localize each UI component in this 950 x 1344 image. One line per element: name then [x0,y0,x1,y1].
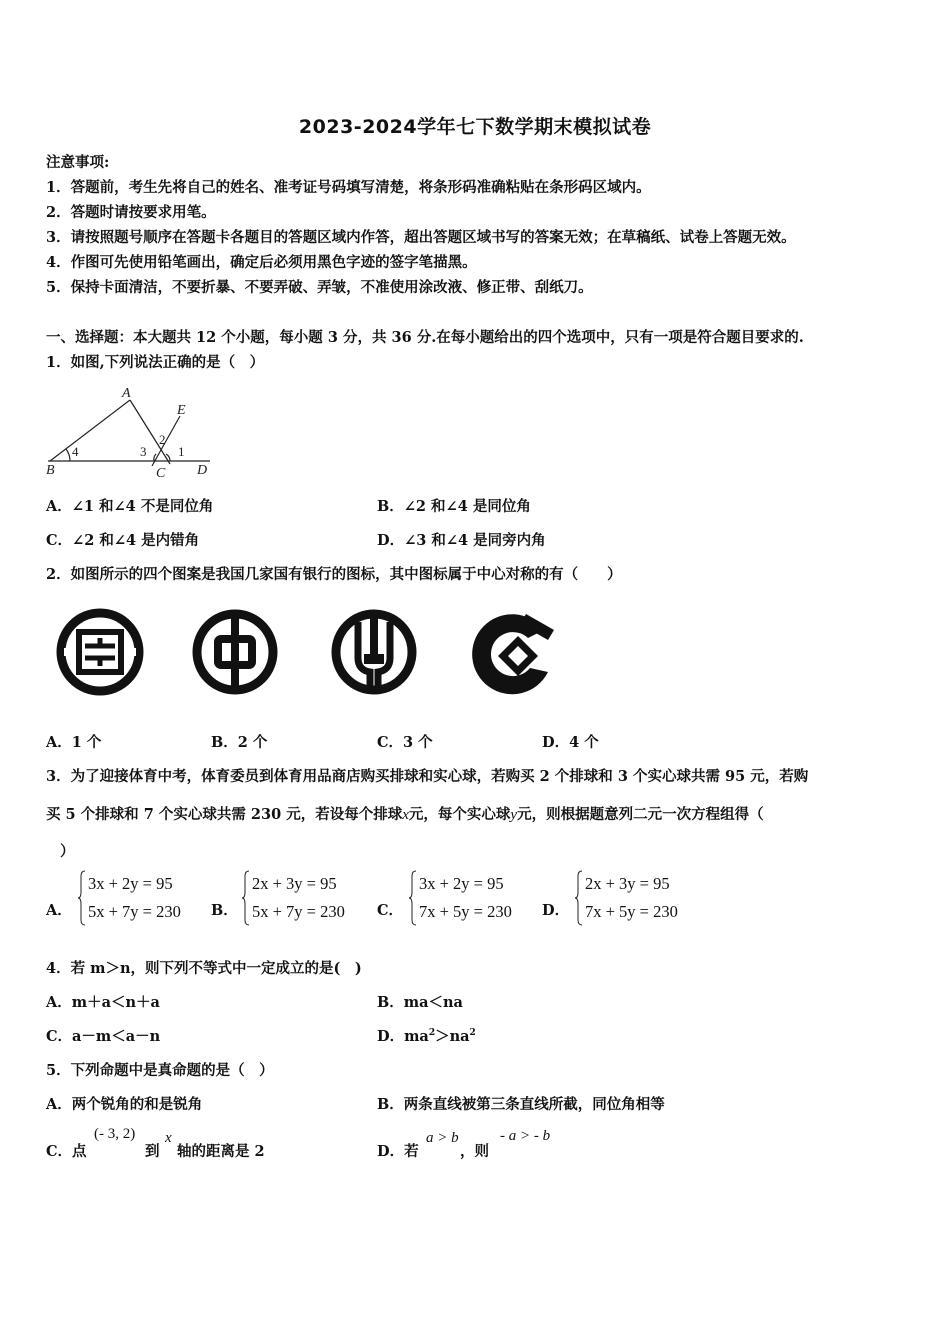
q4-d-pre: D．ma [377,1028,429,1045]
q1-option-c: C．∠2 和∠4 是内错角 [46,532,200,549]
q5-option-a: A．两个锐角的和是锐角 [46,1096,203,1113]
q3-var-y: y [510,807,518,823]
line-ba [50,400,130,461]
notice-item-4: 4．作图可先使用铅笔画出，确定后必须用黑色字迹的签字笔描黑。 [46,254,477,271]
q3-stem-line3: ） [60,843,75,860]
left-brace-icon [575,870,583,926]
q4-option-a: A．m＋a＜n＋a [46,994,160,1011]
q4-d-sup2: 2 [469,1028,476,1038]
q3-option-a-label: A． [46,902,72,919]
q4-option-c: C．a－m＜a－n [46,1028,161,1045]
q3-option-d-label: D． [542,902,570,919]
notice-item-2: 2．答题时请按要求用笔。 [46,204,216,221]
left-brace-icon [242,870,250,926]
q4-option-d [377,1025,476,1046]
q5-stem: 5．下列命题中是真命题的是（ ） [46,1062,274,1079]
q3-var-x: x [402,807,409,823]
notice-heading: 注意事项: [46,154,110,171]
label-c: C [156,466,166,481]
label-a: A [122,386,131,401]
page-title: 2023-2024学年七下数学期末模拟试卷 [298,116,652,138]
q3-a-eq2: 5x + 7y = 230 [88,902,181,921]
q5-option-c-mid: 到 [145,1143,160,1160]
q1-option-a: A．∠1 和∠4 不是同位角 [46,498,214,515]
q4-option-b: B．ma＜na [377,994,463,1011]
q2-option-a: A．1 个 [46,734,102,751]
q1-option-b: B．∠2 和∠4 是同位角 [377,498,531,515]
left-brace-icon [409,870,417,926]
label-angle-4: 4 [72,444,79,459]
q1-stem: 1．如图,下列说法正确的是（ ） [46,354,265,371]
q4-stem: 4．若 m＞n，则下列不等式中一定成立的是( ) [46,960,362,977]
label-angle-3: 3 [140,444,147,459]
icbc-logo [56,608,144,696]
q2-stem: 2．如图所示的四个图案是我国几家国有银行的图标，其中图标属于中心对称的有（ ） [46,566,622,583]
q3-b-eq1: 2x + 3y = 95 [252,874,337,893]
q5-option-c-post: 轴的距离是 2 [177,1143,265,1160]
q1-option-d: D．∠3 和∠4 是同旁内角 [377,532,546,549]
q3-d-eq2: 7x + 5y = 230 [585,902,678,921]
q3-c-eq2: 7x + 5y = 230 [419,902,512,921]
q5-option-d-cond: a > b [426,1130,459,1146]
label-angle-2: 2 [159,432,166,447]
q3-option-b-label: B． [211,902,238,919]
label-d: D [197,463,208,478]
notice-item-3: 3．请按照题号顺序在答题卡各题目的答题区域内作答，超出答题区域书写的答案无效；在草稿纸、试卷上答题无效。 [46,229,796,246]
q5-option-c-point: (- 3, 2) [94,1126,136,1142]
q4-d-sup1: 2 [428,1028,436,1038]
q3-a-eq1: 3x + 2y = 95 [88,874,173,893]
q2-option-d: D．4 个 [542,734,599,751]
ccb-logo [470,608,560,700]
angle-4-arc [66,449,70,461]
q3-stem-part-a: 买 5 个排球和 7 个实心球共需 230 元，若设每个排球 [46,806,403,823]
q1-figure [44,384,219,480]
q2-option-b: B．2 个 [211,734,268,751]
q3-c-eq1: 3x + 2y = 95 [419,874,504,893]
q3-b-eq2: 5x + 7y = 230 [252,902,345,921]
section-heading: 一、选择题：本大题共 12 个小题，每小题 3 分，共 36 分.在每小题给出的四个选项中，只有一项是符合题目要求的. [46,329,804,346]
notice-item-5: 5．保持卡面清洁，不要折暴、不要弄破、弄皱，不准使用涂改液、修正带、刮纸刀。 [46,279,593,296]
q3-stem-part-c: 元，则根据题意列二元一次方程组得（ [517,806,764,823]
q3-stem-line1: 3．为了迎接体育中考，体育委员到体育用品商店购买排球和实心球，若购买 2 个排球和 3 个实心球共需 95 元，若购 [46,768,809,785]
q3-stem-line2 [46,803,764,824]
q5-option-c-pre: C．点 [46,1143,87,1160]
q3-stem-part-b: 元，每个实心球 [408,806,511,823]
q5-option-d-mid: ，则 [460,1143,489,1160]
q3-d-eq1: 2x + 3y = 95 [585,874,670,893]
q5-option-d-pre: D．若 [377,1143,419,1160]
abc-logo [330,608,418,696]
q2-option-c: C．3 个 [377,734,433,751]
q3-option-c-label: C． [377,902,404,919]
q5-option-b: B．两条直线被第三条直线所截，同位角相等 [377,1096,665,1113]
boc-logo [191,608,279,696]
label-e: E [177,403,186,418]
q5-option-d-concl: - a > - b [500,1128,551,1144]
left-brace-icon [78,870,86,926]
label-b: B [46,463,55,478]
q4-d-mid: ＞na [435,1028,470,1045]
notice-item-1: 1．答题前，考生先将自己的姓名、准考证号码填写清楚，将条形码准确粘贴在条形码区域内。 [46,179,651,196]
label-angle-1: 1 [178,444,185,459]
q5-option-c-axis: x [165,1130,172,1146]
